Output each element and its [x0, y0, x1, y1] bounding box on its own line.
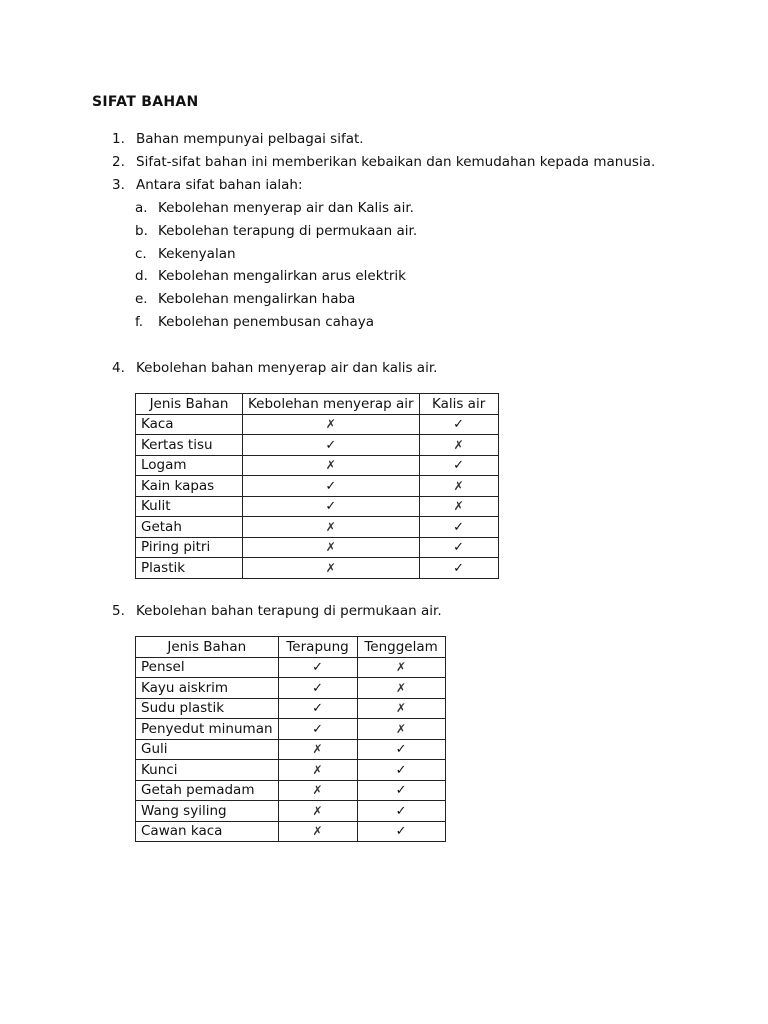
- table-row: [136, 698, 446, 719]
- sub-text: Kekenyalan: [158, 246, 236, 262]
- table-row: [136, 821, 446, 842]
- check-icon: ✓: [453, 540, 465, 556]
- list-number: 1.: [112, 131, 125, 147]
- mark-cell: [419, 414, 498, 435]
- check-icon: ✓: [395, 803, 407, 819]
- sub-text: Kebolehan mengalirkan haba: [158, 291, 356, 307]
- table-row: [136, 496, 499, 517]
- mark-cell: [243, 558, 420, 579]
- sub-item-b: [135, 223, 417, 239]
- table-row: [136, 435, 499, 456]
- list-text: Kebolehan bahan menyerap air dan kalis air.: [136, 360, 438, 376]
- mark-cell: [357, 760, 445, 781]
- cross-icon: ✗: [325, 519, 336, 534]
- mark-cell: [243, 476, 420, 497]
- list-text: Bahan mempunyai pelbagai sifat.: [136, 131, 364, 147]
- check-icon: ✓: [395, 824, 407, 840]
- sub-item-d: [135, 268, 406, 284]
- sub-item-a: [135, 200, 414, 216]
- check-icon: ✓: [325, 478, 337, 494]
- check-icon: ✓: [453, 519, 465, 535]
- mark-cell: [278, 780, 357, 801]
- list-number: 4.: [112, 360, 125, 376]
- table-row: [136, 780, 446, 801]
- material-cell: Wang syiling: [136, 801, 279, 822]
- material-cell: Getah: [136, 517, 243, 538]
- sub-letter: c.: [135, 246, 147, 262]
- mark-cell: [243, 435, 420, 456]
- mark-cell: [243, 455, 420, 476]
- material-cell: Kunci: [136, 760, 279, 781]
- table-row: [136, 537, 499, 558]
- mark-cell: [357, 678, 445, 699]
- check-icon: ✓: [312, 660, 323, 676]
- check-icon: ✓: [395, 742, 407, 758]
- mark-cell: [243, 496, 420, 517]
- cross-icon: ✗: [312, 824, 323, 839]
- table-row: [136, 657, 446, 678]
- floating-table: [135, 636, 446, 842]
- cross-icon: ✗: [396, 721, 407, 736]
- mark-cell: [419, 558, 498, 579]
- check-icon: ✓: [325, 499, 337, 515]
- cross-icon: ✗: [453, 499, 464, 514]
- cross-icon: ✗: [312, 803, 323, 818]
- header-sink: Tenggelam: [357, 637, 445, 658]
- material-cell: Guli: [136, 739, 279, 760]
- table-row: [136, 455, 499, 476]
- list-text: Kebolehan bahan terapung di permukaan air.: [136, 603, 442, 619]
- cross-icon: ✗: [312, 762, 323, 777]
- list-number: 3.: [112, 177, 125, 193]
- mark-cell: [357, 698, 445, 719]
- material-cell: Kayu aiskrim: [136, 678, 279, 699]
- mark-cell: [357, 739, 445, 760]
- cross-icon: ✗: [453, 437, 464, 452]
- check-icon: ✓: [453, 458, 465, 474]
- check-icon: ✓: [453, 560, 465, 576]
- list-item-3: [112, 177, 303, 193]
- cross-icon: ✗: [325, 417, 336, 432]
- sub-item-c: [135, 246, 236, 262]
- mark-cell: [278, 739, 357, 760]
- material-cell: Kulit: [136, 496, 243, 517]
- absorption-table: [135, 393, 499, 579]
- mark-cell: [419, 517, 498, 538]
- table-row: [136, 678, 446, 699]
- sub-item-e: [135, 291, 355, 307]
- header-material: Jenis Bahan: [136, 394, 243, 415]
- mark-cell: [419, 496, 498, 517]
- material-cell: Plastik: [136, 558, 243, 579]
- material-cell: Kain kapas: [136, 476, 243, 497]
- mark-cell: [419, 476, 498, 497]
- table-row: [136, 719, 446, 740]
- table-row: [136, 739, 446, 760]
- section-5-heading: [112, 603, 442, 619]
- material-cell: Penyedut minuman: [136, 719, 279, 740]
- table-header-row: [136, 637, 446, 658]
- sub-item-f: [135, 314, 374, 330]
- mark-cell: [419, 435, 498, 456]
- cross-icon: ✗: [325, 540, 336, 555]
- mark-cell: [357, 719, 445, 740]
- material-cell: Cawan kaca: [136, 821, 279, 842]
- list-item-1: [112, 131, 364, 147]
- sub-text: Kebolehan menyerap air dan Kalis air.: [158, 200, 414, 216]
- cross-icon: ✗: [453, 478, 464, 493]
- sub-letter: d.: [135, 268, 148, 284]
- list-text: Antara sifat bahan ialah:: [136, 177, 303, 193]
- sub-text: Kebolehan mengalirkan arus elektrik: [158, 268, 406, 284]
- mark-cell: [278, 657, 357, 678]
- check-icon: ✓: [312, 701, 323, 717]
- mark-cell: [278, 821, 357, 842]
- table-row: [136, 517, 499, 538]
- mark-cell: [243, 537, 420, 558]
- material-cell: Pensel: [136, 657, 279, 678]
- mark-cell: [357, 821, 445, 842]
- cross-icon: ✗: [396, 680, 407, 695]
- list-number: 2.: [112, 154, 125, 170]
- sub-text: Kebolehan terapung di permukaan air.: [158, 223, 418, 239]
- header-float: Terapung: [278, 637, 357, 658]
- sub-letter: a.: [135, 200, 148, 216]
- table-row: [136, 414, 499, 435]
- material-cell: Piring pitri: [136, 537, 243, 558]
- page-title: SIFAT BAHAN: [92, 94, 199, 110]
- cross-icon: ✗: [325, 560, 336, 575]
- cross-icon: ✗: [396, 660, 407, 675]
- list-text: Sifat-sifat bahan ini memberikan kebaikan dan kemudahan kepada manusia.: [136, 154, 656, 170]
- material-cell: Kertas tisu: [136, 435, 243, 456]
- list-number: 5.: [112, 603, 125, 619]
- check-icon: ✓: [312, 680, 323, 696]
- material-cell: Sudu plastik: [136, 698, 279, 719]
- sub-letter: b.: [135, 223, 148, 239]
- table-row: [136, 801, 446, 822]
- check-icon: ✓: [325, 437, 337, 453]
- cross-icon: ✗: [312, 742, 323, 757]
- list-item-2: [112, 154, 655, 170]
- check-icon: ✓: [453, 417, 465, 433]
- mark-cell: [278, 760, 357, 781]
- cross-icon: ✗: [325, 458, 336, 473]
- mark-cell: [357, 780, 445, 801]
- sub-text: Kebolehan penembusan cahaya: [158, 314, 374, 330]
- cross-icon: ✗: [312, 783, 323, 798]
- mark-cell: [357, 801, 445, 822]
- mark-cell: [357, 657, 445, 678]
- sub-letter: e.: [135, 291, 148, 307]
- material-cell: Logam: [136, 455, 243, 476]
- mark-cell: [243, 414, 420, 435]
- header-absorb: Kebolehan menyerap air: [243, 394, 420, 415]
- section-4-heading: [112, 360, 437, 376]
- table-row: [136, 760, 446, 781]
- material-cell: Kaca: [136, 414, 243, 435]
- table-row: [136, 558, 499, 579]
- check-icon: ✓: [312, 721, 323, 737]
- table-header-row: [136, 394, 499, 415]
- header-material: Jenis Bahan: [136, 637, 279, 658]
- mark-cell: [243, 517, 420, 538]
- mark-cell: [419, 455, 498, 476]
- sub-letter: f.: [135, 314, 144, 330]
- mark-cell: [278, 719, 357, 740]
- mark-cell: [278, 801, 357, 822]
- header-waterproof: Kalis air: [419, 394, 498, 415]
- mark-cell: [419, 537, 498, 558]
- cross-icon: ✗: [396, 701, 407, 716]
- check-icon: ✓: [395, 783, 407, 799]
- table-row: [136, 476, 499, 497]
- material-cell: Getah pemadam: [136, 780, 279, 801]
- mark-cell: [278, 698, 357, 719]
- mark-cell: [278, 678, 357, 699]
- check-icon: ✓: [395, 762, 407, 778]
